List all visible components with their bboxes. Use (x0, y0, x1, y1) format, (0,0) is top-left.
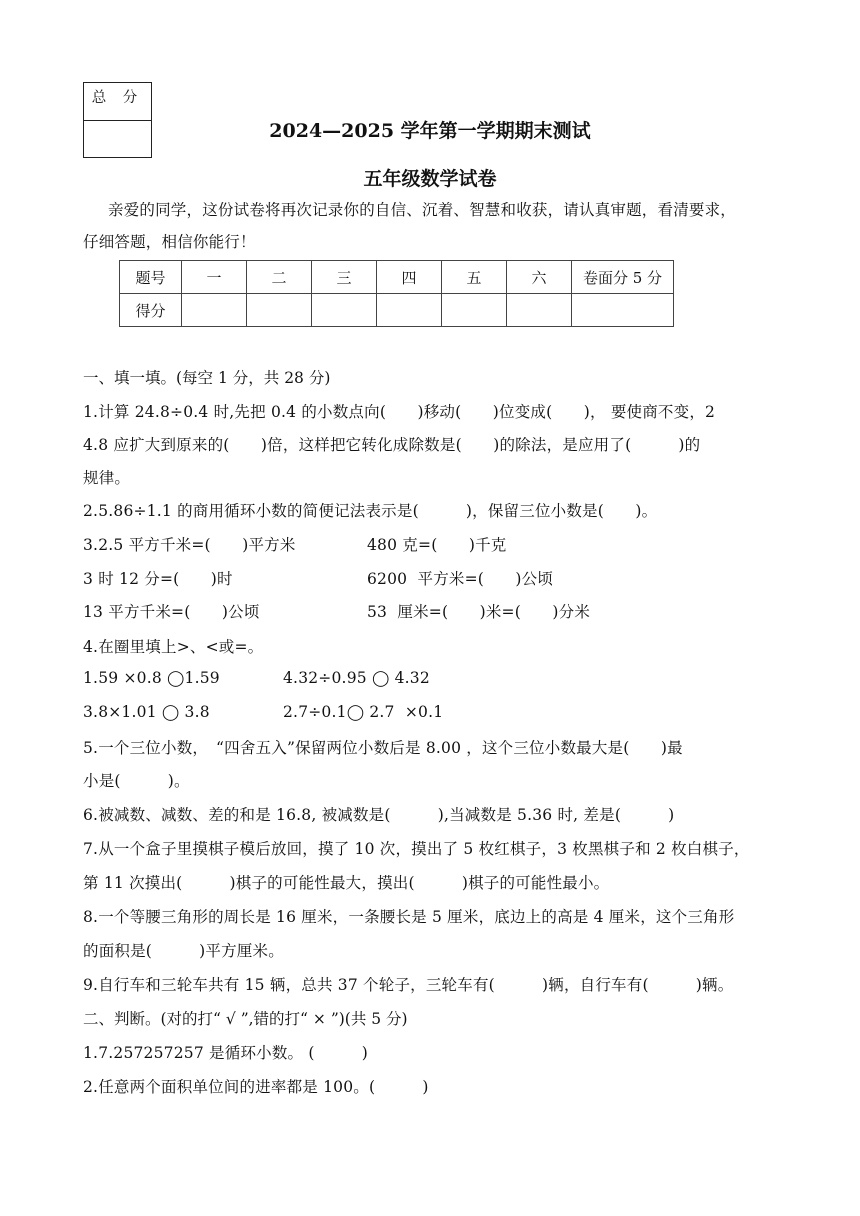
question-line: 4.在圈里填上>、<或=。 (83, 638, 264, 656)
question-line-right: 480 克=( )千克 (367, 536, 507, 554)
question-line: 规律。 (83, 469, 131, 487)
score-input-cell[interactable] (507, 294, 572, 327)
question-line: 5.一个三位小数， “四舍五入”保留两位小数后是 8.00 ，这个三位小数最大是( )最 (83, 739, 683, 757)
table-cell: 卷面分 5 分 (572, 261, 674, 294)
table-cell: 题号 (120, 261, 182, 294)
exam-subtitle: 五年级数学试卷 (363, 168, 497, 190)
question-line-right: 6200 平方米=( )公顷 (367, 570, 554, 588)
question-line: 4.8 应扩大到原来的( )倍，这样把它转化成除数是( )的除法，是应用了( )的 (83, 436, 701, 454)
total-score-label: 总 分 (84, 83, 151, 121)
section-2-heading: 二、判断。(对的打“ √ ”,错的打“ × ”)(共 5 分) (83, 1010, 408, 1028)
question-line: 第 11 次摸出( )棋子的可能性最大，摸出( )棋子的可能性最小。 (83, 874, 610, 892)
score-table-score-row (120, 294, 674, 327)
question-line-right: 4.32÷0.95 ◯ 4.32 (283, 669, 430, 687)
score-table (119, 260, 674, 327)
table-cell: 得分 (120, 294, 182, 327)
question-line: 8.一个等腰三角形的周长是 16 厘米，一条腰长是 5 厘米，底边上的高是 4 厘米，这个三角形 (83, 908, 735, 926)
question-line: 1.59 ×0.8 ◯1.59 (83, 669, 220, 687)
score-input-cell[interactable] (442, 294, 507, 327)
table-cell: 一 (182, 261, 247, 294)
question-line: 13 平方千米=( )公顷 (83, 603, 260, 621)
score-input-cell[interactable] (377, 294, 442, 327)
question-line: 1.计算 24.8÷0.4 时,先把 0.4 的小数点向( )移动( )位变成( )， 要使商不变，2 (83, 403, 716, 421)
exam-title: 2024—2025 学年第一学期期末测试 (269, 120, 591, 142)
question-line: 3 时 12 分=( )时 (83, 570, 233, 588)
score-input-cell[interactable] (572, 294, 674, 327)
table-cell: 五 (442, 261, 507, 294)
table-cell: 六 (507, 261, 572, 294)
question-line: 1.7.257257257 是循环小数。 ( ) (83, 1044, 368, 1062)
question-line: 3.8×1.01 ◯ 3.8 (83, 703, 210, 721)
question-line-right: 53 厘米=( )米=( )分米 (367, 603, 591, 621)
question-line: 3.2.5 平方千米=( )平方米 (83, 536, 296, 554)
question-line: 9.自行车和三轮车共有 15 辆，总共 37 个轮子，三轮车有( )辆，自行车有( )辆。 (83, 976, 734, 994)
table-cell: 四 (377, 261, 442, 294)
question-line: 2.任意两个面积单位间的进率都是 100。( ) (83, 1078, 429, 1096)
score-input-cell[interactable] (247, 294, 312, 327)
score-input-cell[interactable] (312, 294, 377, 327)
question-line: 6.被减数、减数、差的和是 16.8, 被减数是( ),当减数是 5.36 时, 差是( ) (83, 806, 675, 824)
question-line: 7.从一个盒子里摸棋子模后放回，摸了 10 次，摸出了 5 枚红棋子，3 枚黑棋子和 2 枚白棋子， (83, 840, 750, 858)
table-cell: 二 (247, 261, 312, 294)
question-line-right: 2.7÷0.1◯ 2.7 ×0.1 (283, 703, 444, 721)
section-1-heading: 一、填一填。(每空 1 分，共 28 分) (83, 369, 331, 387)
score-input-cell[interactable] (182, 294, 247, 327)
intro-line-2: 仔细答题，相信你能行！ (83, 233, 256, 251)
score-table-header-row (120, 261, 674, 294)
intro-line-1: 亲爱的同学，这份试卷将再次记录你的自信、沉着、智慧和收获，请认真审题，看清要求， (108, 201, 737, 219)
question-line: 小是( )。 (83, 772, 190, 790)
table-cell: 三 (312, 261, 377, 294)
question-line: 2.5.86÷1.1 的商用循环小数的简便记法表示是( )，保留三位小数是( )。 (83, 502, 658, 520)
question-line: 的面积是( )平方厘米。 (83, 942, 284, 960)
